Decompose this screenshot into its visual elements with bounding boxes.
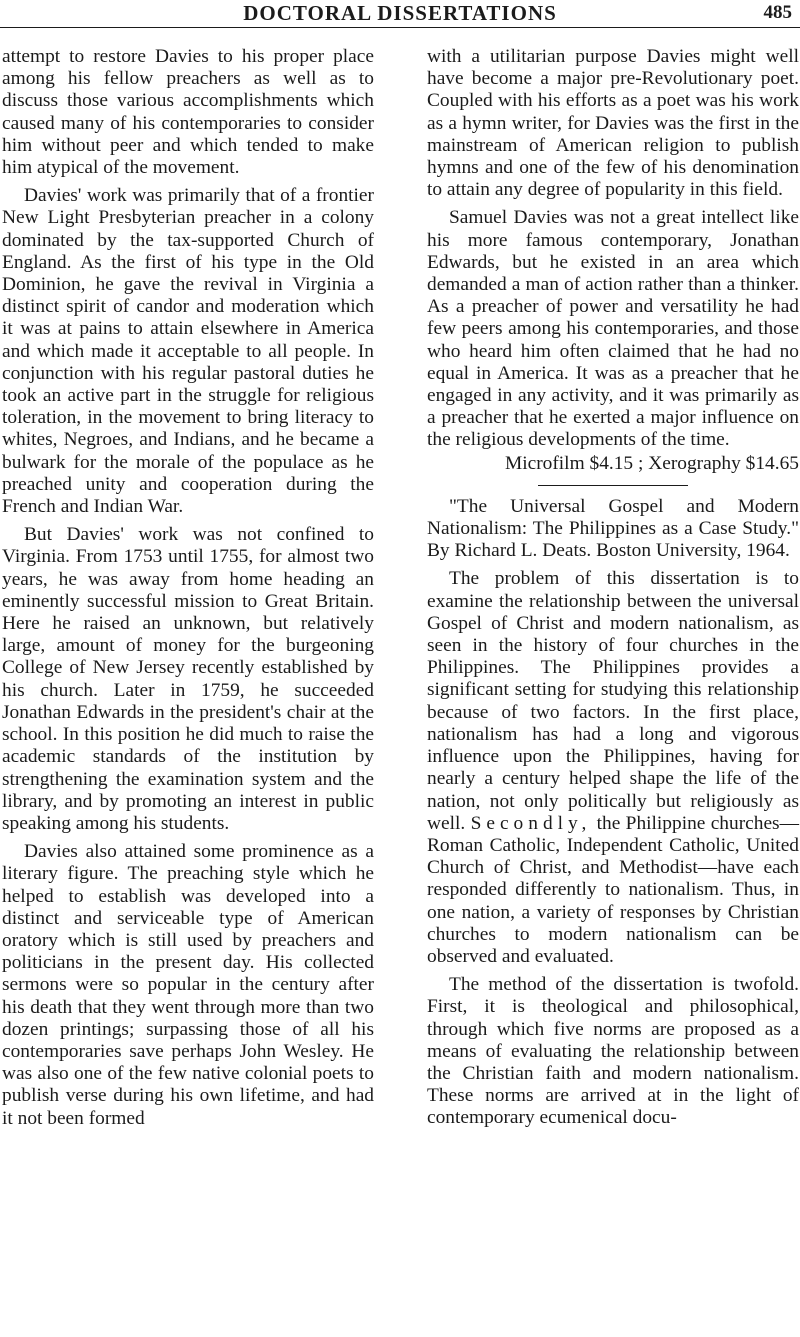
right-paragraph-2: Samuel Davies was not a great intellect like his more famous contemporary, Jonathan Edwards, but he existed in an area which demanded a man of action rather than a thinker. As a preacher of power and versatility he had few peers among his contemporaries, and those who heard him often claimed that he had no equal in America. It was as a preacher that he engaged in any activity, and it was primarily as a preacher that he exerted a major influence on the religious developments of the time. [427, 207, 799, 451]
right-paragraph-1: with a utilitarian purpose Davies might well have become a major pre-Revolutionary poet. Coupled with his efforts as a poet was his work as a hymn writer, for Davies was the first in the mainstream of American religion to publish hymns and one of the few of his denomination to attain any degree of popularity in this field. [427, 46, 799, 201]
left-paragraph-2: Davies' work was primarily that of a frontier New Light Presbyterian preacher in a colony dominated by the tax-supported Church of England. As the first of his type in the Old Dominion, he gave the revival in Virginia a distinct spirit of candor and moderation which it was at pains to attain elsewhere in America and which made it acceptable to all people. In conjunction with his regular pastoral duties he took an active part in the struggle for religious toleration, in the movement to bring literacy to whites, Negroes, and Indians, and he became a bulwark for the morale of the populace as he preached unity and cooperation during the French and Indian War. [2, 185, 374, 518]
price-line: Microfilm $4.15 ; Xerography $14.65 [504, 452, 799, 474]
secondly-spaced-word: Secondly, [470, 812, 592, 834]
left-column [2, 46, 374, 1130]
running-title: DOCTORAL DISSERTATIONS [243, 1, 557, 25]
right-paragraph-3 [427, 568, 799, 968]
left-paragraph-1: attempt to restore Davies to his proper place among his fellow preachers as well as to discuss those various accomplishments which caused many of his contemporaries to consider him without peer and which tended to make him atypical of the movement. [2, 46, 374, 179]
dissertation-entry-title: "The Universal Gospel and Modern Nationalism: The Philippines as a Case Study." By Richard L. Deats. Boston University, 1964. [427, 495, 799, 562]
left-paragraph-3: But Davies' work was not confined to Virginia. From 1753 until 1755, for almost two years, he was away from home heading an eminently successful mission to Great Britain. Here he raised an unknown, but relatively large, amount of money for the burgeoning College of New Jersey recently established by his church. Later in 1759, he succeeded Jonathan Edwards in the president's chair at the school. In this position he did much to raise the academic standards of the institution by strengthening the examination system and the library, and by promoting an interest in public speaking among his students. [2, 524, 374, 834]
paragraph-3-text: The problem of this dissertation is to examine the relationship between the universal Gospel of Christ and modern nationalism, as seen in the history of four churches in the Philippines. The Philippines provides a significant setting for studying this relationship because of two factors. In the first place, nationalism has had a long and vigorous influence upon the Philippines, having for nearly a century helped shape the life of the nation, not only politically but religiously as well. [427, 568, 799, 834]
right-paragraph-4: The method of the dissertation is twofold. First, it is theological and philosophical, through which five norms are proposed as a means of evaluating the relationship between the Christian faith and modern nationalism. These norms are arrived at in the light of contemporary ecumenical docu- [427, 974, 799, 1129]
right-column [427, 46, 799, 1130]
page-number: 485 [763, 2, 792, 23]
header-rule [0, 27, 800, 28]
paragraph-3-text-cont: the Philippine churches—Roman Catholic, Independent Catholic, United Church of Christ, and Methodist—have each responded differently to nationalism. Thus, in one nation, a variety of responses by Christian churches to modern nationalism can be observed and evaluated. [427, 812, 799, 967]
page-header [0, 0, 800, 30]
left-paragraph-4: Davies also attained some prominence as a literary figure. The preaching style which he helped to establish was developed into a distinct and serviceable type of American oratory which is still used by preachers and politicians in the present day. His collected sermons were so popular in the century after his death that they went through more than two dozen printings; surpassing those of all his contemporaries save perhaps John Wesley. He was also one of the few native colonial poets to publish verse during his own lifetime, and had it not been formed [2, 841, 374, 1129]
entry-divider [538, 485, 688, 486]
